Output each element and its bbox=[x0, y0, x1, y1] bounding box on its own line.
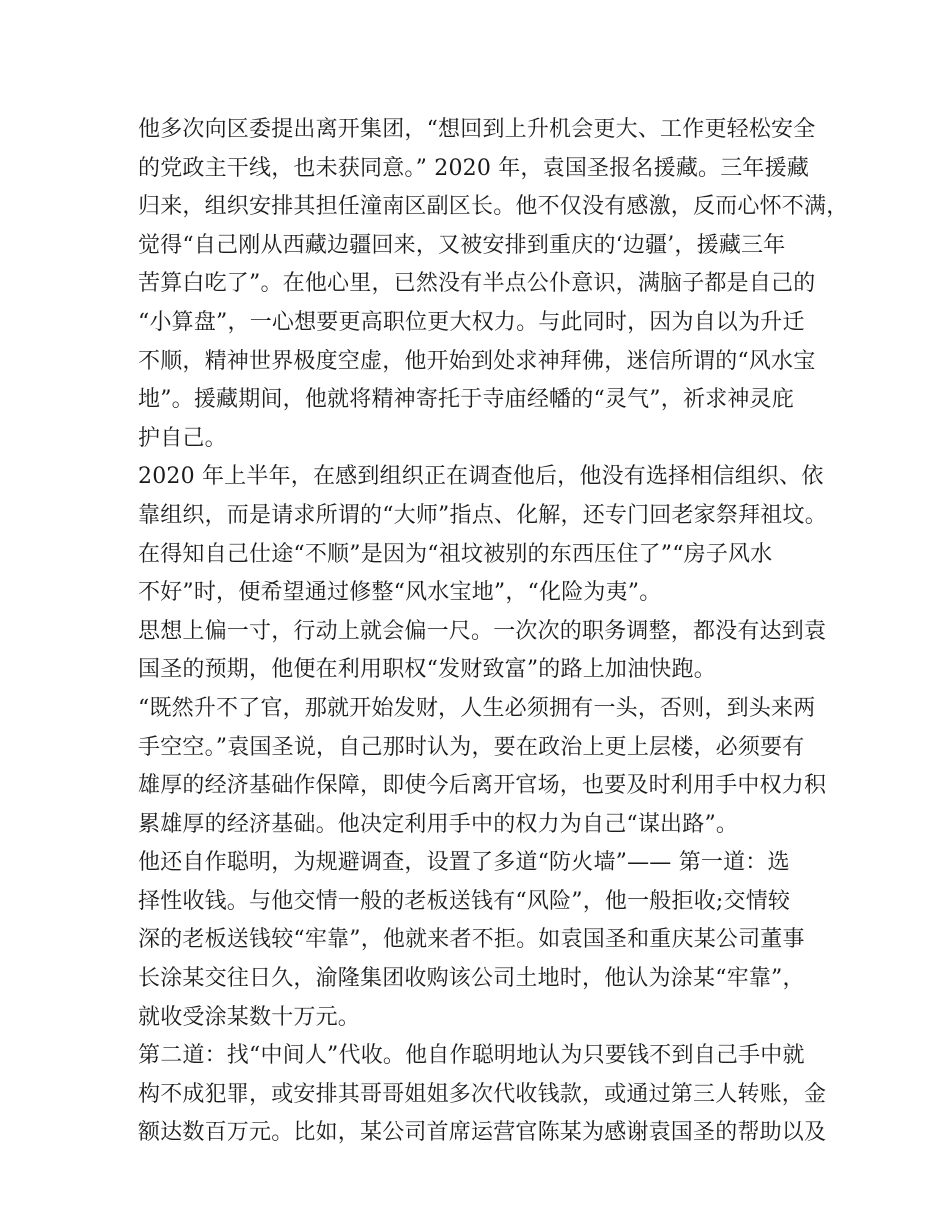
text-line: 思想上偏一寸，行动上就会偏一尺。一次次的职务调整，都没有达到袁 bbox=[138, 618, 827, 644]
text-line: 第二道：找“中间人”代收。他自作聪明地认为只要钱不到自己手中就 bbox=[138, 1043, 805, 1069]
text-line: 额达数百万元。比如，某公司首席运营官陈某为感谢袁国圣的帮助以及 bbox=[138, 1120, 827, 1146]
text-line: 不好”时，便希望通过修整“风水宝地”，“化险为夷”。 bbox=[138, 580, 662, 606]
text-line: 不顺，精神世界极度空虚，他开始到处求神拜佛，迷信所谓的“风水宝 bbox=[138, 348, 816, 374]
text-line: 就收受涂某数十万元。 bbox=[138, 1004, 361, 1030]
text-line: 国圣的预期，他便在利用职权“发财致富”的路上加油快跑。 bbox=[138, 657, 716, 683]
text-line: 深的老板送钱较“牢靠”，他就来者不拒。如袁国圣和重庆某公司董事 bbox=[138, 927, 805, 953]
text-line: 靠组织，而是请求所谓的“大师”指点、化解，还专门回老家祭拜祖坟。 bbox=[138, 502, 827, 528]
text-line: 的党政主干线，也未获同意。” 2020 年，袁国圣报名援藏。三年援藏 bbox=[138, 155, 810, 181]
text-line: 手空空。”袁国圣说，自己那时认为，要在政治上更上层楼，必须要有 bbox=[138, 734, 805, 760]
text-line: 地”。援藏期间，他就将精神寄托于寺庙经幡的“灵气”，祈求神灵庇 bbox=[138, 387, 794, 413]
text-line: 他多次向区委提出离开集团，“想回到上升机会更大、工作更轻松安全 bbox=[138, 117, 816, 142]
text-line: 他还自作聪明，为规避调查，设置了多道“防火墙”—— 第一道：选 bbox=[138, 850, 790, 876]
text-line: 苦算白吃了”。在他心里，已然没有半点公仆意识，满脑子都是自己的 bbox=[138, 271, 816, 297]
text-line: 护自己。 bbox=[138, 425, 227, 451]
text-line: 在得知自己仕途“不顺”是因为“祖坟被别的东西压住了”“房子风水 bbox=[138, 541, 773, 567]
text-line: 择性收钱。与他交情一般的老板送钱有“风险”，他一般拒收;交情较 bbox=[138, 888, 791, 914]
text-line: 累雄厚的经济基础。他决定利用手中的权力为自己“谋出路”。 bbox=[138, 811, 739, 837]
text-line: “小算盘”，一心想要更高职位更大权力。与此同时，因为自以为升迁 bbox=[138, 309, 805, 335]
text-line: 雄厚的经济基础作保障，即使今后离开官场，也要及时利用手中权力积 bbox=[138, 773, 827, 799]
text-line: 长涂某交往日久，渝隆集团收购该公司土地时，他认为涂某“牢靠”， bbox=[138, 966, 805, 992]
article-body bbox=[138, 111, 849, 1153]
text-line: 归来，组织安排其担任潼南区副区长。他不仅没有感激，反而心怀不满， bbox=[138, 194, 849, 220]
text-line: 构不成犯罪，或安排其哥哥姐姐多次代收钱款，或通过第三人转账，金 bbox=[138, 1081, 827, 1107]
text-line: “既然升不了官，那就开始发财，人生必须拥有一头，否则，到头来两 bbox=[138, 695, 816, 721]
text-line: 2020 年上半年，在感到组织正在调查他后，他没有选择相信组织、依 bbox=[138, 464, 824, 490]
text-line: 觉得“自己刚从西藏边疆回来，又被安排到重庆的‘边疆’，援藏三年 bbox=[138, 232, 786, 258]
